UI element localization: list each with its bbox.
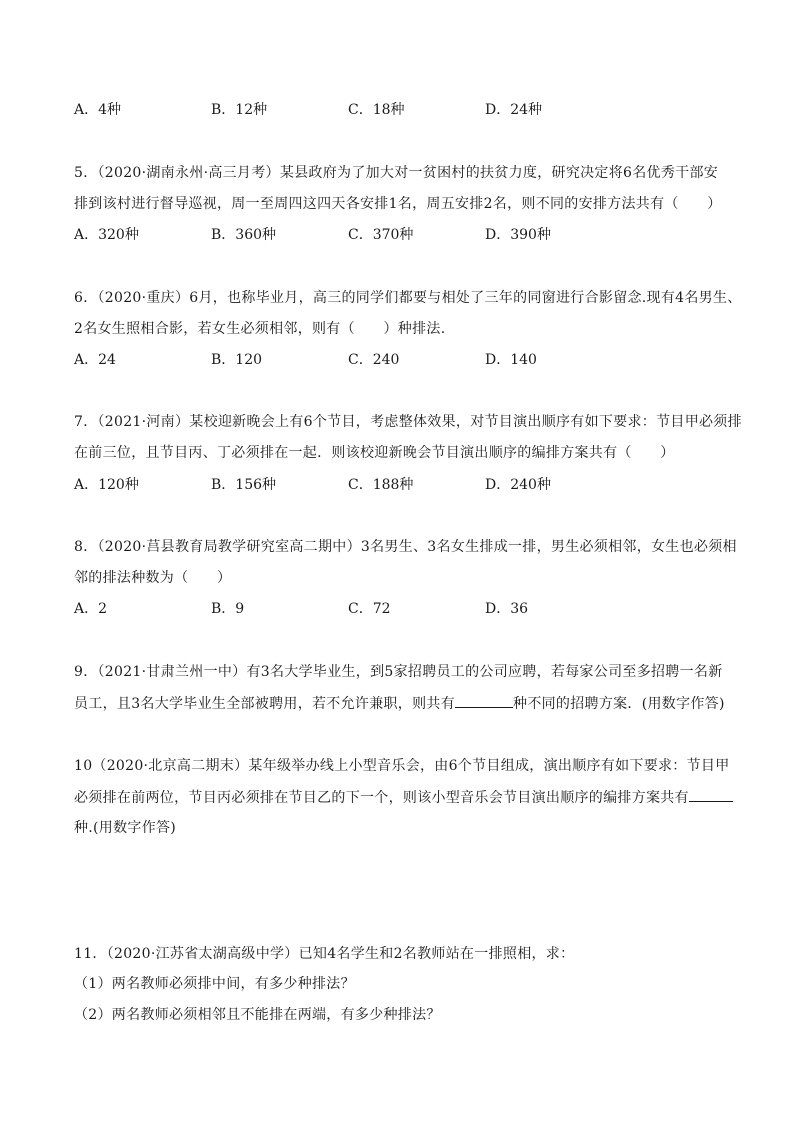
q6-options (74, 350, 734, 370)
q7-text-line1: 7．（2021·河南）某校迎新晚会上有6个节目，考虑整体效果，对节目演出顺序有如下要求：节目甲必须排 (74, 414, 742, 430)
q8-text-line2: 邻的排法种数为（ ） (74, 570, 232, 586)
q7-option-b: B．156种 (211, 477, 277, 493)
q7-options (74, 475, 734, 495)
q9-text-line2 (74, 693, 734, 714)
q5-option-b: B．360种 (211, 227, 277, 243)
q4-options (74, 100, 734, 120)
q8-option-d: D．36 (485, 601, 529, 617)
q8-option-a: A．2 (74, 601, 108, 617)
q10-text-line2-part1: 必须排在前两位，节目丙必须排在节目乙的下一个，则该小型音乐会节目演出顺序的编排方案共有 (74, 790, 689, 806)
q10-text-line1: 10（2020·北京高二期末）某年级举办线上小型音乐会，由6个节目组成，演出顺序有如下要求：节目甲 (74, 758, 730, 774)
q5-option-a: A．320种 (74, 227, 139, 243)
q7-option-d: D．240种 (485, 477, 551, 493)
q6-option-b: B．120 (211, 352, 263, 368)
q6-text-line2: 2名女生照相合影，若女生必须相邻，则有（ ）种排法. (74, 321, 446, 337)
q9-text-line1: 9．（2021·甘肃兰州一中）有3名大学毕业生，到5家招聘员工的公司应聘，若每家公司至多招聘一名新 (74, 664, 723, 680)
q6-option-a: A．24 (74, 352, 116, 368)
q8-text-line1: 8．（2020·莒县教育局教学研究室高二期中）3名男生、3名女生排成一排，男生必须相邻，女生也必须相 (74, 539, 737, 555)
q9-text-line2-part1: 员工，且3名大学毕业生全部被聘用，若不允许兼职，则共有 (74, 696, 456, 712)
q4-option-c: C．18种 (348, 102, 405, 118)
q5-text-line1: 5．（2020·湖南永州·高三月考）某县政府为了加大对一贫困村的扶贫力度，研究决定将6名优秀干部安 (74, 165, 719, 181)
q8-option-b: B．9 (211, 601, 245, 617)
q9-answer-blank[interactable] (455, 693, 513, 708)
q6-option-d: D．140 (485, 352, 537, 368)
q4-option-d: D．24种 (485, 102, 543, 118)
q6-text-line1: 6．（2020·重庆）6月，也称毕业月，高三的同学们都要与相处了三年的同窗进行合影留念.现有4名男生、 (74, 290, 742, 306)
q11-text-line1: 11．（2020·江苏省太湖高级中学）已知4名学生和2名教师站在一排照相，求： (74, 946, 575, 962)
q10-text-line3: 种.(用数字作答) (74, 820, 177, 836)
q10-text-line2 (74, 787, 734, 808)
q11-subquestion-1: （1）两名教师必须排中间，有多少种排法？ (74, 976, 355, 992)
q9-text-line2-part2: 种不同的招聘方案．(用数字作答) (513, 696, 725, 712)
q5-options (74, 225, 734, 245)
q8-option-c: C．72 (348, 601, 391, 617)
q7-option-a: A．120种 (74, 477, 139, 493)
q8-options (74, 599, 734, 619)
q6-option-c: C．240 (348, 352, 400, 368)
q5-text-line2: 排到该村进行督导巡视，周一至周四这四天各安排1名，周五安排2名，则不同的安排方法共有（ ） (74, 196, 722, 212)
q4-option-b: B．12种 (211, 102, 268, 118)
q10-answer-blank[interactable] (689, 787, 733, 802)
q4-option-a: A．4种 (74, 102, 122, 118)
q5-option-d: D．390种 (485, 227, 551, 243)
q7-text-line2: 在前三位，且节目丙、丁必须排在一起．则该校迎新晚会节目演出顺序的编排方案共有（ ） (74, 445, 675, 461)
q11-subquestion-2: （2）两名教师必须相邻且不能排在两端，有多少种排法？ (74, 1007, 441, 1023)
q7-option-c: C．188种 (348, 477, 414, 493)
q5-option-c: C．370种 (348, 227, 414, 243)
